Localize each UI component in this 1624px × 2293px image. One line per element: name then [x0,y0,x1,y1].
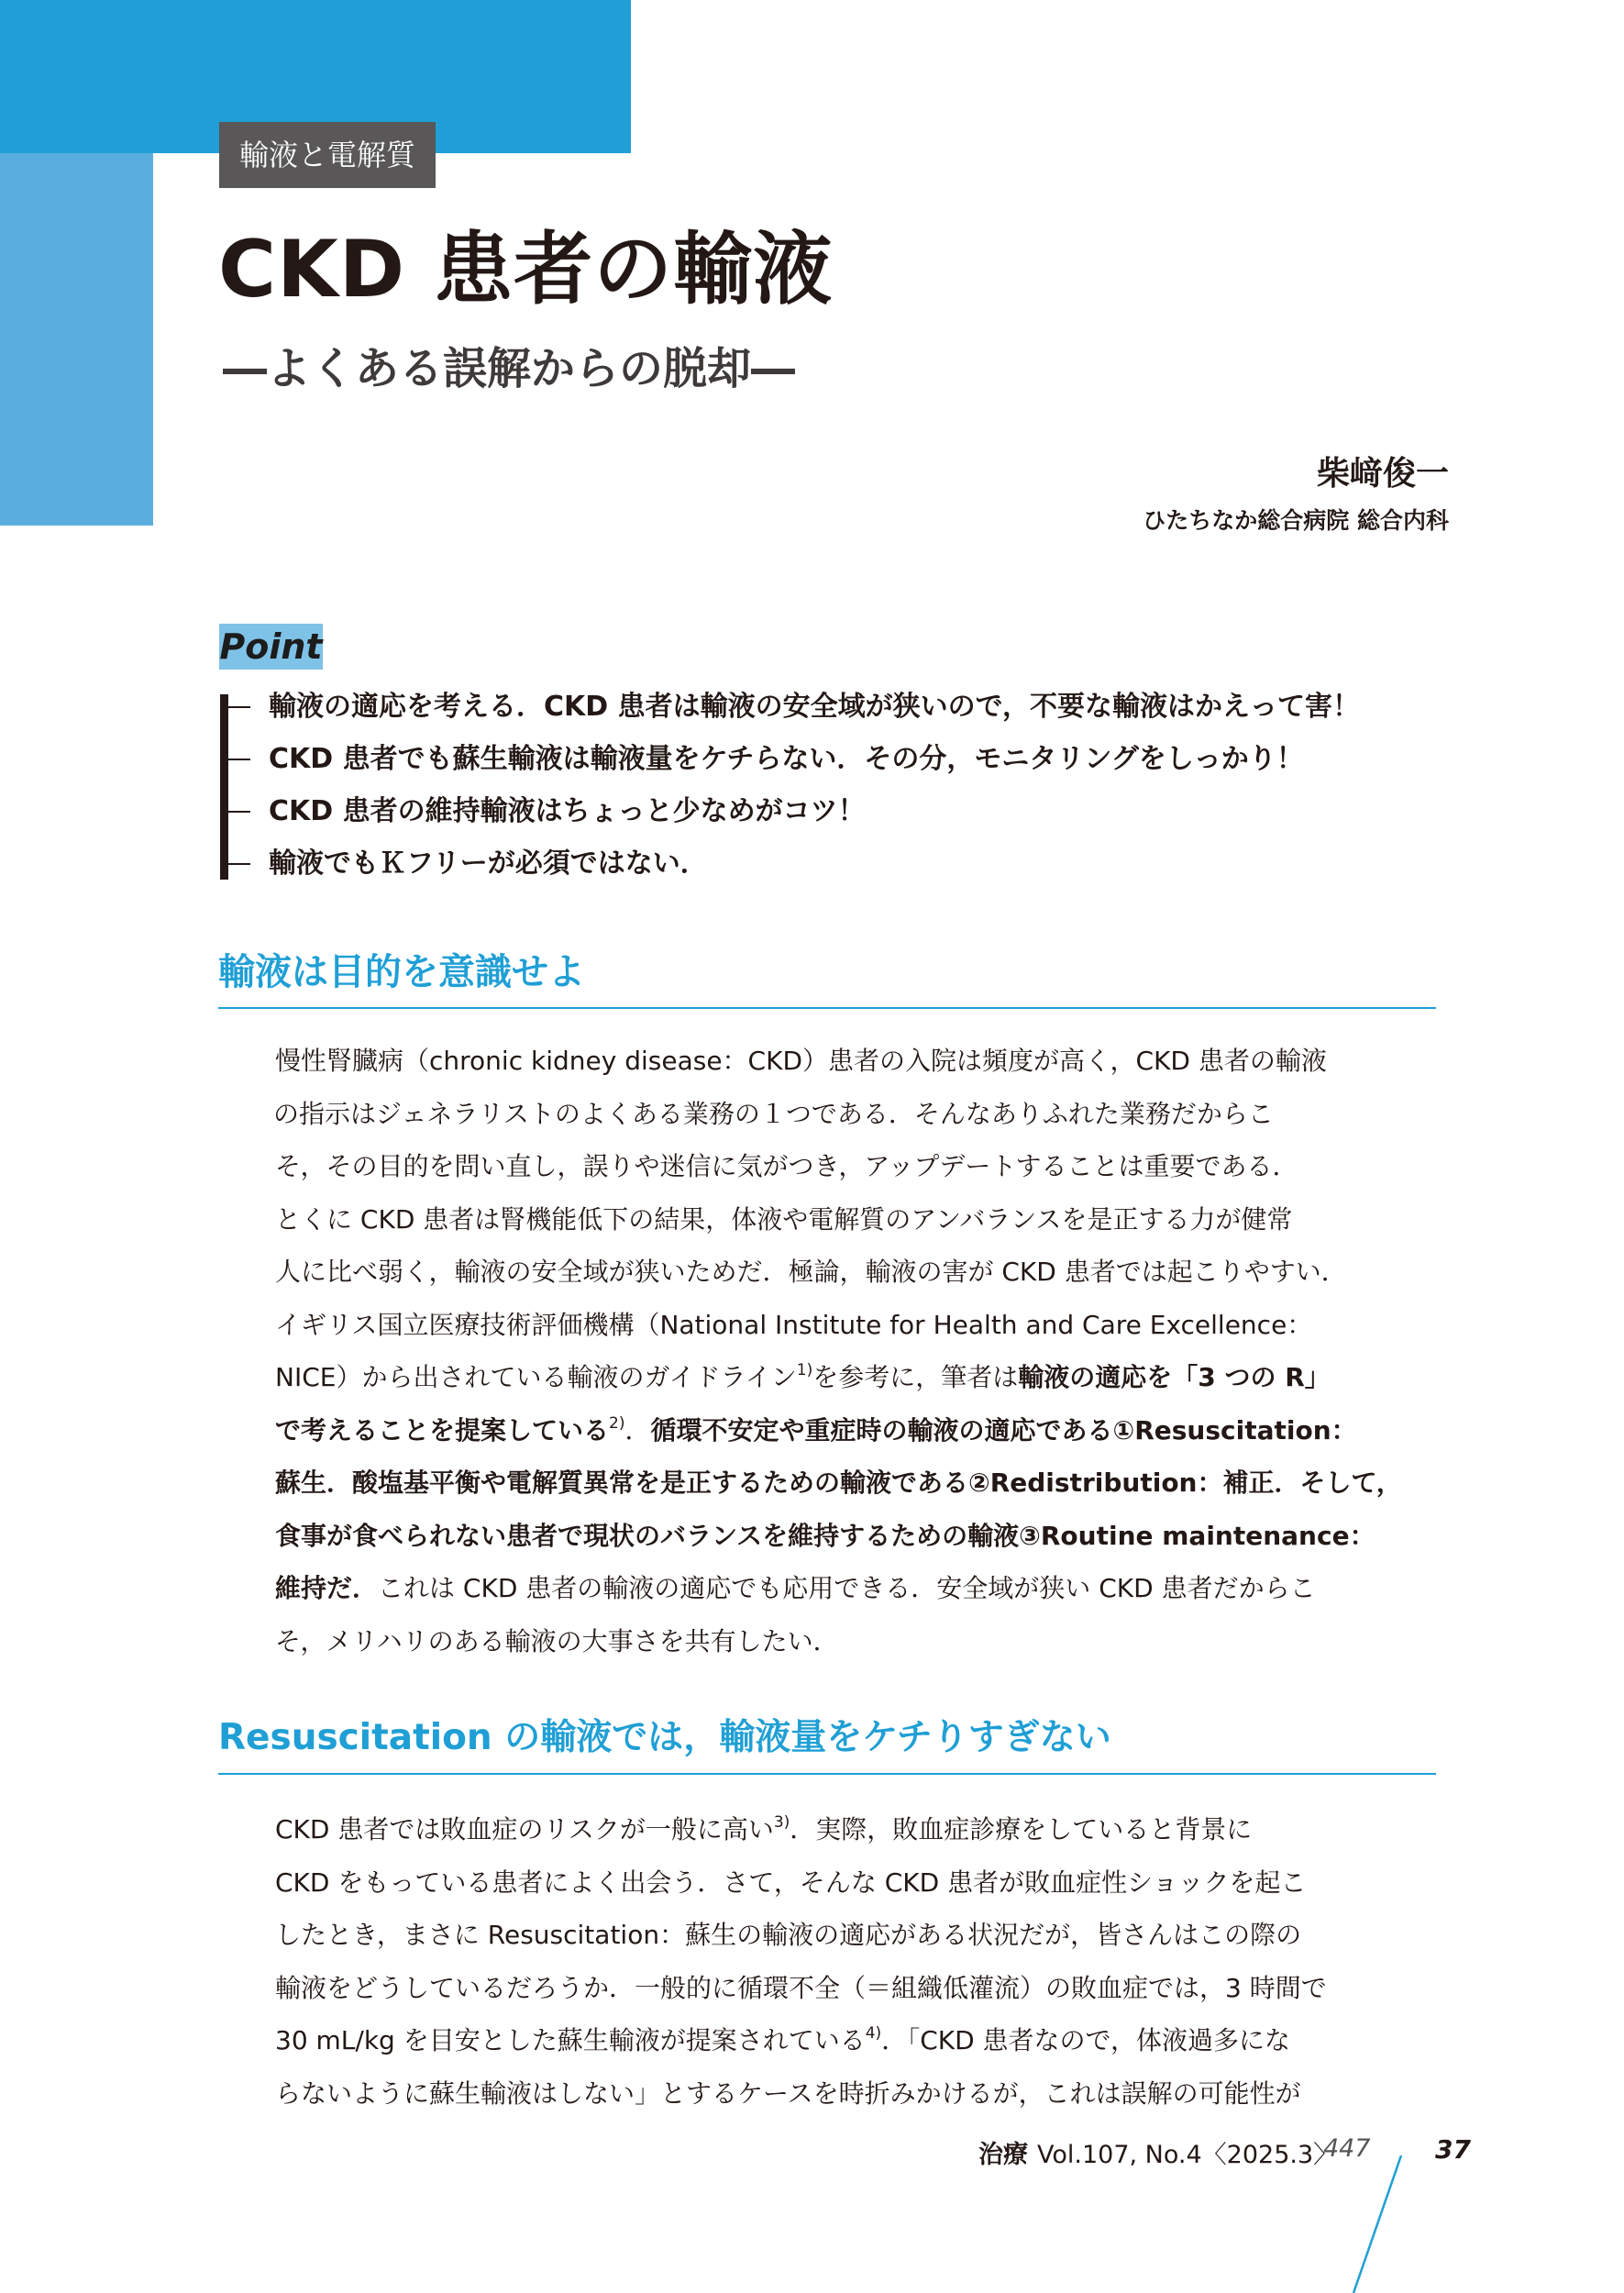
section-heading: 輸液は目的を意識せよ [218,947,1436,1009]
body-line: 輸液をどうしているだろうか．一般的に循環不全（＝組織低灌流）の敗血症では，3 時間で [275,1972,1327,2003]
point-item: CKD 患者の維持輸液はちょっと少なめがコツ！ [228,785,1360,837]
emphasis-text: 食事が食べられない患者で現状のバランスを維持するための輸液③Routine maintenance： [275,1520,1375,1551]
point-item: CKD 患者でも蘇生輸液は輸液量をケチらない．その分，モニタリングをしっかり！ [228,733,1360,785]
body-text-span: 30 mL/kg を目安とした蘇生輸液が提案されている [275,2025,866,2055]
body-line: らないように蘇生輸液はしない」とするケースを時折みかけるが，これは誤解の可能性が [275,2077,1301,2109]
body-text-span: ．実際，敗血症診療をしていると背景に [790,1814,1253,1844]
page-divider-slash [1352,2155,1403,2293]
body-line [275,1351,1432,1404]
emphasis-text: 蘇生．酸塩基平衡や電解質異常を是正するための輸液である②Redistribution：補正．そして， [275,1468,1402,1498]
emphasis-text: 循環不安定や重症時の輸液の適応である①Resuscitation： [650,1414,1357,1446]
body-line: そ，メリハリのある輸液の大事さを共有したい． [275,1625,839,1656]
body-line: 慢性腎臓病（chronic kidney disease：CKD）患者の入院は頻度が高く，CKD 患者の輸液 [275,1046,1327,1076]
point-item: 輸液の適応を考える．CKD 患者は輸液の安全域が狭いので，不要な輸液はかえって害！ [228,681,1360,733]
body-line [275,1803,1432,1856]
body-line [275,1457,1432,1510]
body-line [275,1562,1432,1615]
citation-ref: 1) [796,1361,813,1379]
emphasis-text: 輸液の適応を「3 つの R」 [1018,1362,1331,1392]
body-line: とくに CKD 患者は腎機能低下の結果，体液や電解質のアンバランスを是正する力が健常 [275,1203,1293,1235]
body-line: イギリス国立医療技術評価機構（National Institute for Health and Care Excellence： [275,1309,1313,1340]
header-decoration-side [0,153,153,526]
citation-ref: 3) [773,1813,790,1832]
body-line: 人に比べ弱く，輸液の安全域が狭いためだ．極論，輸液の害が CKD 患者では起こりやすい． [275,1257,1347,1287]
body-line [275,1404,1432,1457]
body-line: の指示はジェネラリストのよくある業務の１つである．そんなありふれた業務だからこ [273,1098,1274,1129]
section-heading: Resuscitation の輸液では，輸液量をケチりすぎない [218,1712,1436,1775]
body-text-span: NICE）から出されている輸液のガイドライン [275,1362,797,1392]
body-text-span: を参考に，筆者は [812,1362,1019,1392]
body-text-span: ．「CKD 患者なので，体液過多にな [881,2025,1291,2055]
body-text-span: これは CKD 患者の輸液の適応でも応用できる．安全域が狭い CKD 患者だからこ [378,1573,1316,1603]
page-total-number: 447 [1323,2134,1371,2163]
citation-ref: 2) [609,1413,625,1433]
point-bar [220,694,228,880]
journal-volume: Vol.107, No.4〈2025.3〉 [1037,2141,1339,2169]
page-number: 37 [1435,2134,1471,2165]
footer-journal-info [978,2134,1338,2170]
point-badge: Point [219,624,323,670]
category-badge: 輸液と電解質 [219,122,436,188]
article-title: CKD 患者の輸液 [218,224,834,316]
point-item: 輸液でもＫフリーが必須ではない． [228,837,1360,890]
journal-name: 治療 [978,2141,1028,2169]
body-line: CKD をもっている患者によく出会う．さて，そんな CKD 患者が敗血症性ショックを起こ [275,1867,1307,1898]
body-line [275,2014,1432,2067]
body-line [275,1510,1432,1563]
citation-ref: 4) [865,2024,882,2043]
body-line: したとき，まさに Resuscitation：蘇生の輸液の適応がある状況だが，皆さんはこの際の [275,1920,1302,1950]
emphasis-text: で考えることを提案している [275,1414,610,1446]
slash-line [1353,2155,1401,2293]
article-subtitle: ―よくある誤解からの脱却― [223,343,796,394]
body-text-span: ． [624,1414,651,1446]
emphasis-text: 維持だ． [275,1573,379,1603]
body-text-span: CKD 患者では敗血症のリスクが一般に高い [275,1814,774,1844]
point-list [228,681,1360,890]
author-affiliation: ひたちなか総合病院 総合内科 [1143,507,1449,534]
author-name: 柴﨑俊一 [1316,455,1449,493]
body-line: そ，その目的を問い直し，誤りや迷信に気がつき，アップデートすることは重要である． [275,1151,1298,1181]
section-body [275,1035,1432,1667]
section-body [275,1803,1432,2120]
